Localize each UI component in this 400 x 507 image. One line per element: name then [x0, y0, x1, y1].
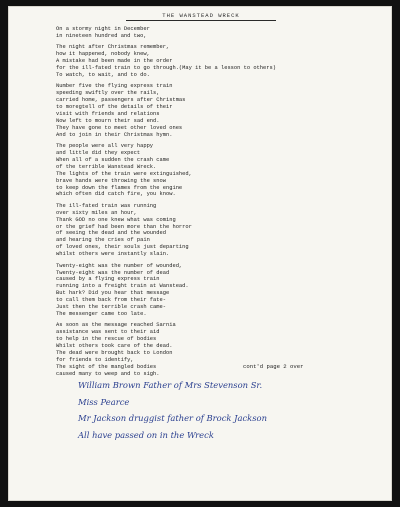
poem-line: caused by a flying express train [56, 276, 160, 283]
poem-line: of seeing the dead and the wounded [56, 230, 166, 237]
poem-line: in nineteen hundred and two, [56, 32, 147, 39]
document-page [8, 6, 392, 501]
poem-line: how it happened, nobody knew, [56, 51, 150, 58]
stanza [56, 203, 392, 258]
stanza [56, 143, 392, 198]
stanza [56, 83, 392, 138]
page-title: THE WANSTEAD WRECK [126, 12, 276, 21]
poem-line: A mistake had been made in the order [56, 58, 173, 65]
poem-line: and hearing the cries of pain [56, 237, 150, 244]
poem-line: which often did catch fire, you know. [56, 191, 176, 198]
handwritten-note: All have passed on in the Wreck [78, 429, 214, 440]
poem-line: or the grief had been more than the horror [56, 223, 192, 230]
poem-line: The ill-fated train was running [56, 202, 157, 209]
poem-line: for the ill-fated train to go through.(May it be a lesson to others) [56, 65, 276, 72]
poem-line: As soon as the message reached Sarnia [56, 322, 176, 329]
poem-line: The lights of the train were extinguished, [56, 170, 192, 177]
poem-line: to call them back from their fate- [56, 297, 166, 304]
poem-line: for friends to identify, [56, 356, 134, 363]
poem-line: The dead were brought back to London [56, 349, 173, 356]
poem-line: to moregtell of the details of their [56, 104, 173, 111]
stanza [56, 322, 392, 377]
poem-line: visit with friends and relations [56, 110, 160, 117]
poem-line: Twenty-eight was the number of dead [56, 269, 170, 276]
continued-note: cont'd page 2 over [243, 363, 304, 370]
poem-line: And to join in their Christmas hymn. [56, 131, 173, 138]
poem-line: whilst others were instantly slain. [56, 251, 170, 258]
poem-line: When all of a sudden the crash came [56, 156, 170, 163]
stanza [56, 263, 392, 318]
poem-line: They have gone to meet other loved ones [56, 124, 183, 131]
poem-line: carried home, passengers after Christmas [56, 97, 186, 104]
poem-line: Number five the flying express train [56, 83, 173, 90]
poem-line: The people were all very happy [56, 143, 154, 150]
poem-line: Thank GOD no one knew what was coming [56, 216, 176, 223]
poem-line: The sight of the mangled bodies [56, 363, 157, 370]
handwritten-note: Mr Jackson druggist father of Brock Jackson [78, 413, 267, 423]
poem-line: Whilst others took care of the dead. [56, 343, 173, 350]
poem-text [56, 26, 392, 382]
poem-line: of the terrible Wanstead Wreck. [56, 163, 157, 170]
poem-line: Twenty-eight was the number of wounded, [56, 262, 183, 269]
handwritten-note: Miss Pearce [78, 396, 130, 407]
poem-line: over sixty miles an hour, [56, 209, 137, 216]
poem-line: caused many to weep and to sigh. [56, 370, 160, 377]
poem-line: Now left to mourn their sad end. [56, 117, 160, 124]
poem-line: to help in the rescue of bodies [56, 336, 157, 343]
poem-line: To watch, to wait, and to do. [56, 71, 150, 78]
handwritten-notes [78, 377, 378, 443]
stanza [56, 44, 392, 79]
poem-line: running into a freight train at Wanstead. [56, 283, 189, 290]
poem-line: Just then the terrible crash came- [56, 304, 166, 311]
stanza [56, 26, 392, 40]
poem-line: The night after Christmas remember, [56, 44, 170, 51]
poem-line: brave hands were throwing the snow [56, 177, 166, 184]
poem-line: The messenger came too late. [56, 310, 147, 317]
poem-line: of loved ones, their souls just departing [56, 244, 189, 251]
poem-line: On a stormy night in December [56, 26, 150, 32]
poem-line: speeding swiftly over the rails, [56, 90, 160, 97]
handwritten-note: William Brown Father of Mrs Stevenson Sr. [78, 380, 263, 390]
poem-line: and little did they expect [56, 150, 141, 156]
poem-line: assistance was sent to their aid [56, 329, 160, 336]
poem-line: But hark? Did you hear that message [56, 290, 170, 297]
poem-line: to keep down the flames from the engine [56, 184, 183, 191]
